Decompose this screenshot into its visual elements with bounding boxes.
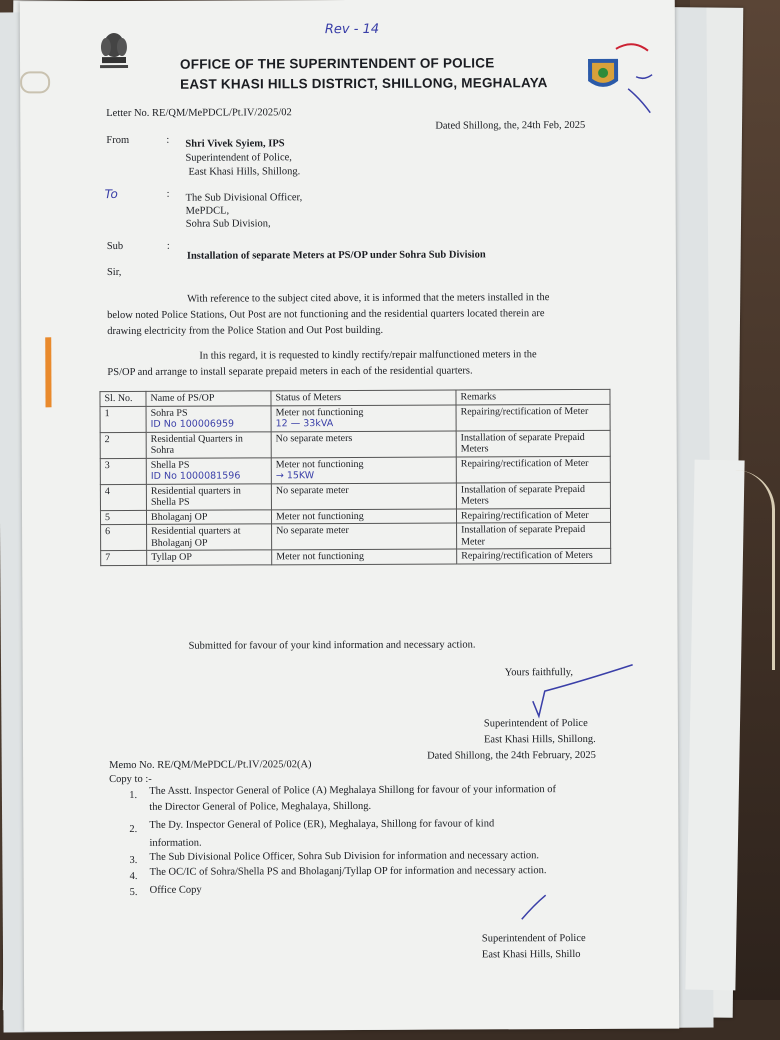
cell-status: Meter not functioning 12 — 33kVA (271, 405, 456, 432)
table-row (101, 548, 611, 565)
cell-sl: 7 (101, 550, 147, 565)
copy-item-1: The Asstt. Inspector General of Police (A) Meghalaya Shillong for favour of your information of (149, 784, 557, 797)
para2-line1: In this regard, it is requested to kindly rectify/repair malfunctioned meters in the (199, 349, 537, 362)
meters-table (99, 389, 611, 566)
cell-remarks: Repairing/rectification of Meter (456, 404, 610, 431)
to-officer: The Sub Divisional Officer, (185, 192, 303, 204)
signatory-title: Superintendent of Police (483, 717, 588, 730)
list-number: 3. (129, 854, 138, 866)
cell-sl: 1 (100, 406, 146, 432)
orange-flag (45, 337, 51, 407)
to-org: MePDCL, (185, 205, 230, 217)
office-district: EAST KHASI HILLS DISTRICT, SHILLONG, MEGHALAYA (180, 75, 548, 92)
copy-item-2: The Dy. Inspector General of Police (ER), Meghalaya, Shillong for favour of kind (149, 818, 495, 831)
cell-sl: 2 (100, 432, 146, 458)
memo-signatory-place: East Khasi Hills, Shillo (481, 948, 581, 961)
list-number: 4. (129, 870, 138, 882)
yours-faithfully: Yours faithfully, (504, 667, 573, 679)
cell-status: No separate meter (271, 483, 456, 510)
col-header: Status of Meters (271, 390, 456, 405)
copy-item-4: The OC/IC of Sohra/Shella PS and Bholaganj/Tyllap OP for information and necessary action. (149, 865, 547, 878)
cell-remarks: Repairing/rectification of Meter (456, 508, 610, 523)
table-row (100, 404, 610, 432)
para1-line1: With reference to the subject cited above, it is informed that the meters installed in the (187, 292, 550, 305)
copy-item-5: Office Copy (149, 884, 202, 896)
table-row (100, 482, 610, 510)
handwritten-note: Rev - 14 (324, 21, 380, 38)
para1-line3: drawing electricity from the Police Station and Out Post building. (107, 324, 384, 338)
letter-number: Letter No. RE/QM/MePDCL/Pt.IV/2025/02 (106, 107, 292, 120)
cell-remarks: Installation of separate Prepaid Meters (456, 482, 610, 509)
cell-remarks: Repairing/rectification of Meter (456, 456, 610, 483)
list-number: 5. (129, 886, 138, 898)
sub-label: Sub (106, 240, 124, 253)
paper-clip (20, 71, 50, 93)
cell-sl: 3 (100, 458, 146, 484)
from-name: Shri Vivek Syiem, IPS (185, 138, 285, 150)
col-header: Sl. No. (100, 391, 146, 406)
cell-name: Residential Quarters in Sohra (146, 431, 271, 458)
cell-remarks: Repairing/rectification of Meters (457, 548, 611, 563)
police-crest-icon (578, 29, 668, 119)
cell-name: Residential quarters at Bholaganj OP (147, 524, 272, 551)
cell-name: Residential quarters in Shella PS (146, 483, 271, 510)
list-number: 2. (129, 823, 138, 835)
cell-status: Meter not functioning (271, 509, 456, 524)
list-number: 1. (129, 789, 138, 801)
from-place: East Khasi Hills, Shillong. (188, 166, 301, 178)
col-header: Remarks (456, 389, 610, 404)
salutation: Sir, (106, 266, 122, 279)
table-row (100, 430, 610, 458)
table-row (100, 456, 610, 484)
copy-item-1-cont: the Director General of Police, Meghalaya, Shillong. (149, 800, 372, 813)
cell-sl: 4 (100, 484, 146, 510)
table-row (101, 522, 611, 550)
memo-date: Dated Shillong, the 24th February, 2025 (427, 749, 596, 762)
file-string (732, 470, 775, 670)
copy-to-label: Copy to :- (109, 773, 152, 786)
handwritten-load: 12 — 33kVA (275, 418, 334, 430)
cell-remarks: Installation of separate Prepaid Meters (456, 430, 610, 457)
cell-name: Sohra PS ID No 100006959 (146, 405, 271, 432)
letter-date: Dated Shillong, the, 24th Feb, 2025 (435, 119, 586, 132)
handwritten-id: ID No 100006959 (150, 418, 235, 430)
copy-item-2-cont: information. (149, 837, 202, 849)
from-label: From (106, 134, 130, 147)
subject: Installation of separate Meters at PS/OP under Sohra Sub Division (186, 249, 486, 262)
national-emblem-icon (94, 27, 134, 77)
para2-line2: PS/OP and arrange to install separate prepaid meters in each of the residential quarters. (107, 365, 473, 379)
copy-item-3: The Sub Divisional Police Officer, Sohra Sub Division for information and necessary action. (149, 850, 540, 863)
from-title: Superintendent of Police, (185, 152, 292, 164)
cell-name: Shella PS ID No 1000081596 (146, 457, 271, 484)
handwritten-load: → 15KW (275, 470, 315, 482)
handwritten-id: ID No 1000081596 (150, 470, 241, 482)
cell-status: Meter not functioning (272, 549, 457, 564)
para1-line2: below noted Police Stations, Out Post are not functioning and the residential quarters located therein are (107, 308, 545, 322)
cell-remarks: Installation of separate Prepaid Meter (457, 522, 611, 549)
cell-sl: 5 (100, 510, 146, 525)
cell-status: Meter not functioning → 15KW (271, 457, 456, 484)
cell-status: No separate meter (272, 523, 457, 550)
submitted-line: Submitted for favour of your kind information and necessary action. (188, 639, 476, 652)
col-header: Name of PS/OP (146, 391, 271, 406)
memo-number: Memo No. RE/QM/MePDCL/Pt.IV/2025/02(A) (109, 759, 312, 772)
cell-sl: 6 (101, 524, 147, 550)
signature-2 (516, 893, 556, 923)
cell-status: No separate meters (271, 431, 456, 458)
memo-signatory-title: Superintendent of Police (481, 932, 586, 945)
office-title: OFFICE OF THE SUPERINTENDENT OF POLICE (179, 55, 495, 72)
signatory-place: East Khasi Hills, Shillong. (483, 733, 596, 746)
to-division: Sohra Sub Division, (185, 218, 271, 230)
letter-page: Rev - 14 OFFICE OF THE SUPERINTENDENT OF POLICE EAST KHASI HILLS DISTRICT, SHILLONG, MEGHALAYA Letter No. RE/QM/MePDCL/Pt.IV/2025/02 Dated Shillong, the, 24th Feb, 2025 From : Shri Vivek Syiem, IPS Superintendent of Police, East Khasi Hills, Shillong. To : The Sub Divisional Officer, MePDCL, Sohra Sub Division, Sub : Installation of separate Meters at PS/OP under Sohra Sub Division Sir, With reference to the subject cited above, it is informed that the meters installed in the below noted Police Stations, Out Post are not functioning and the residential quarters located therein are drawing electricity from the Police Station and Out Post building. In this regard, it is requested to kindly rectify/repair malfunctioned meters in the PS/OP and arrange to install separate prepaid meters in each of the residential quarters. Sl. No. Name of PS/OP Status of Meters Remarks 1 Sohra PS ID No 100006959 Meter not functioning 12 — 33kVA Repairing/rectification of Meter 2 Residential Quarters in Sohra No separate meters Installation of separate Prepaid Meters 3 Shella PS ID No 1000081596 Meter not functioning → 15KW Repairing/rectification of Meter 4 Residential quarters in Shella PS No separate meter Installation of separate Prepaid Meters 5 Bholaganj OP Meter not functioning Repairing/rectification of Meter 6 Residential quarters at Bholaganj OP No separate meter Installation of separate Prepaid Meter 7 Tyllap OP Meter not functioning Repairing/rectification of Meters Submitted for favour of your kind information and necessary action. Yours faithfully, Superintendent of Police East Khasi Hills, Shillong. Memo No. RE/QM/MePDCL/Pt.IV/2025/02(A) Dated Shillong, the 24th February, 2025 Copy to :- 1. The Asstt. Inspector General of Police (A) Meghalaya Shillong for favour of your information of the Director General of Police, Meghalaya, Shillong. 2. The Dy. Inspector General of Police (ER), Meghalaya, Shillong for favour of kind information. 3. The Sub Divisional Police Officer, Sohra Sub Division for information and necessary action. 4. The OC/IC of Sohra/Shella PS and Bholaganj/Tyllap OP for information and necessary action. 5. Office Copy Superintendent of Police East Khasi Hills, Shillo (20, 0, 679, 1031)
signature (523, 661, 643, 722)
cell-name: Tyllap OP (147, 550, 272, 565)
to-label: To (104, 187, 118, 202)
cell-name: Bholaganj OP (146, 509, 271, 524)
